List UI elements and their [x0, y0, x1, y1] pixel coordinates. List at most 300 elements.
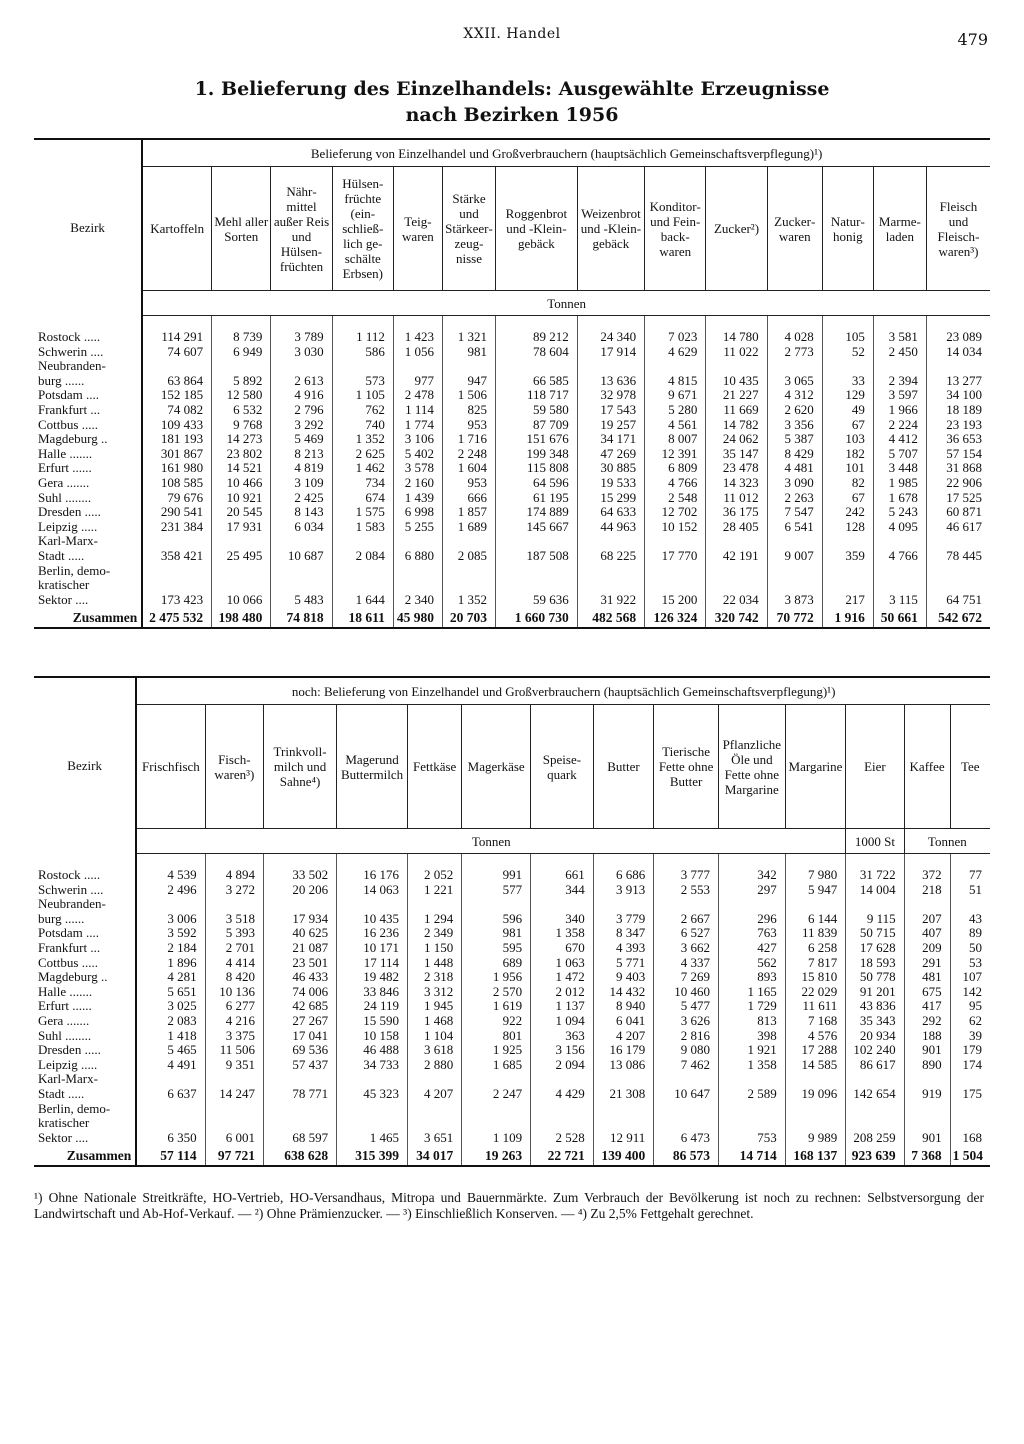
table-cell: 19 257 — [577, 418, 644, 433]
t1-column-header: Naturhonig — [822, 167, 873, 291]
table-cell: 1 945 — [408, 999, 462, 1014]
table-cell: 10 647 — [654, 1087, 719, 1102]
table-cell: 919 — [904, 1087, 950, 1102]
table-cell: 7 168 — [785, 1014, 846, 1029]
table-cell: 50 778 — [846, 970, 904, 985]
table-cell: 5 477 — [654, 999, 719, 1014]
table-cell: 1 685 — [462, 1058, 531, 1073]
table-cell — [337, 897, 408, 912]
table-cell — [645, 578, 706, 593]
table-cell: 3 626 — [654, 1014, 719, 1029]
table-cell: 1 352 — [332, 432, 393, 447]
table-cell — [593, 1102, 654, 1117]
table-cell: 1 112 — [332, 330, 393, 345]
row-label: Neubranden- — [34, 897, 136, 912]
table-cell: 145 667 — [496, 520, 578, 535]
table-cell: 15 810 — [785, 970, 846, 985]
table-cell: 5 483 — [271, 593, 332, 608]
table-cell: 35 147 — [706, 447, 767, 462]
table-cell — [142, 534, 211, 549]
table-cell: 290 541 — [142, 505, 211, 520]
table-cell: 3 006 — [136, 912, 205, 927]
table-cell: 14 432 — [593, 985, 654, 1000]
table-cell: 174 — [950, 1058, 990, 1073]
table-cell: 2 548 — [645, 491, 706, 506]
table-cell: 291 — [904, 956, 950, 971]
table-cell — [904, 1116, 950, 1131]
row-label: burg ...... — [34, 374, 142, 389]
table-cell: 9 403 — [593, 970, 654, 985]
table-cell: 3 272 — [205, 883, 263, 898]
table-cell: 4 028 — [767, 330, 822, 345]
footnote-text: ¹) Ohne Nationale Streitkräfte, HO-Vertrieb, HO-Versandhaus, Mitropa und Bauernmärkte. Zum Verbrauch der Bevölkerung ist noch zu rechnen: Selbstversorgung der Landwirtschaft und Ab-Hof-Verkauf. — ²) Ohne Prämienzucker. — ³) Einschließlich Konserven. — ⁴) Zu 2,5% Fettgehalt gerechnet. — [34, 1190, 984, 1221]
table-cell — [205, 1116, 263, 1131]
t2-column-header: Magerund Buttermilch — [337, 705, 408, 829]
footnotes — [34, 1190, 984, 1222]
table-row — [34, 418, 990, 433]
table-cell: 34 733 — [337, 1058, 408, 1073]
table-cell: 2 816 — [654, 1029, 719, 1044]
table-cell: 33 — [822, 374, 873, 389]
total-cell: 198 480 — [212, 607, 271, 628]
table-cell — [442, 534, 495, 549]
table-cell: 36 175 — [706, 505, 767, 520]
table-row — [34, 970, 990, 985]
table-cell: 4 207 — [408, 1087, 462, 1102]
table-cell: 4 819 — [271, 461, 332, 476]
table-cell: 2 012 — [531, 985, 594, 1000]
table-cell: 115 808 — [496, 461, 578, 476]
table-cell: 1 104 — [408, 1029, 462, 1044]
table-cell — [950, 897, 990, 912]
table-cell: 6 686 — [593, 868, 654, 883]
table-cell: 17 931 — [212, 520, 271, 535]
table-cell: 417 — [904, 999, 950, 1014]
total-cell: 86 573 — [654, 1145, 719, 1166]
table-cell: 6 532 — [212, 403, 271, 418]
table-cell — [442, 564, 495, 579]
table-cell: 10 066 — [212, 593, 271, 608]
t1-column-header: Teigwaren — [393, 167, 442, 291]
table-cell: 1 774 — [393, 418, 442, 433]
table-cell: 813 — [718, 1014, 785, 1029]
total-cell: 74 818 — [271, 607, 332, 628]
table-cell — [577, 564, 644, 579]
table-cell: 2 340 — [393, 593, 442, 608]
table-cell: 78 604 — [496, 345, 578, 360]
table-cell: 344 — [531, 883, 594, 898]
table-cell — [264, 1102, 337, 1117]
table-cell: 8 420 — [205, 970, 263, 985]
table-row — [34, 447, 990, 462]
table-2-unit-1000st: 1000 St — [846, 829, 904, 854]
table-cell: 296 — [718, 912, 785, 927]
t1-column-header: Fleisch und Fleischwaren³) — [926, 167, 990, 291]
table-row — [34, 868, 990, 883]
row-label: Rostock ..... — [34, 868, 136, 883]
table-cell: 3 025 — [136, 999, 205, 1014]
table-cell — [706, 534, 767, 549]
table-cell: 5 892 — [212, 374, 271, 389]
table-cell: 3 356 — [767, 418, 822, 433]
t2-column-header: Butter — [593, 705, 654, 829]
row-label: Potsdam .... — [34, 388, 142, 403]
table-cell: 890 — [904, 1058, 950, 1073]
table-cell — [212, 564, 271, 579]
table-cell — [593, 1116, 654, 1131]
table-cell — [332, 359, 393, 374]
table-cell — [332, 534, 393, 549]
table-cell — [767, 359, 822, 374]
table-cell: 46 433 — [264, 970, 337, 985]
table-cell: 64 596 — [496, 476, 578, 491]
table-cell: 23 478 — [706, 461, 767, 476]
table-cell — [264, 1116, 337, 1131]
table-cell: 8 940 — [593, 999, 654, 1014]
table-cell: 3 090 — [767, 476, 822, 491]
table-cell: 740 — [332, 418, 393, 433]
table-cell: 175 — [950, 1087, 990, 1102]
table-cell: 46 488 — [337, 1043, 408, 1058]
total-label: Zusammen — [34, 607, 142, 628]
table-cell — [142, 564, 211, 579]
table-row — [34, 461, 990, 476]
table-cell: 372 — [904, 868, 950, 883]
table-cell: 12 702 — [645, 505, 706, 520]
t2-column-header: Frischfisch — [136, 705, 205, 829]
table-row — [34, 476, 990, 491]
table-cell: 4 414 — [205, 956, 263, 971]
table-cell: 4 207 — [593, 1029, 654, 1044]
table-cell: 1 137 — [531, 999, 594, 1014]
table-cell: 14 782 — [706, 418, 767, 433]
table-cell: 947 — [442, 374, 495, 389]
table-row — [34, 345, 990, 360]
table-cell: 1 358 — [531, 926, 594, 941]
total-cell: 139 400 — [593, 1145, 654, 1166]
table-cell: 674 — [332, 491, 393, 506]
table-cell — [462, 1102, 531, 1117]
table-cell: 217 — [822, 593, 873, 608]
table-cell: 5 947 — [785, 883, 846, 898]
table-cell: 3 109 — [271, 476, 332, 491]
table-cell: 4 561 — [645, 418, 706, 433]
table-row — [34, 883, 990, 898]
table-cell: 12 911 — [593, 1131, 654, 1146]
table-cell: 31 922 — [577, 593, 644, 608]
t2-column-header: Eier — [846, 705, 904, 829]
total-cell: 19 263 — [462, 1145, 531, 1166]
table-cell: 1 506 — [442, 388, 495, 403]
table-cell — [136, 1102, 205, 1117]
table-row — [34, 505, 990, 520]
table-cell: 103 — [822, 432, 873, 447]
table-cell: 2 084 — [332, 549, 393, 564]
table-cell: 1 956 — [462, 970, 531, 985]
table-cell: 7 462 — [654, 1058, 719, 1073]
table-cell: 32 978 — [577, 388, 644, 403]
row-label: Stadt ..... — [34, 1087, 136, 1102]
table-cell — [767, 534, 822, 549]
table-cell: 359 — [822, 549, 873, 564]
table-cell: 1 678 — [873, 491, 926, 506]
total-cell: 126 324 — [645, 607, 706, 628]
table-cell: 52 — [822, 345, 873, 360]
table-cell: 51 — [950, 883, 990, 898]
table-cell: 2 425 — [271, 491, 332, 506]
table-cell: 2 620 — [767, 403, 822, 418]
table-cell: 3 913 — [593, 883, 654, 898]
table-cell: 23 193 — [926, 418, 990, 433]
table-cell — [950, 1116, 990, 1131]
table-1-unit: Tonnen — [142, 291, 990, 316]
table-cell — [531, 1102, 594, 1117]
table-cell — [212, 534, 271, 549]
table-cell: 5 255 — [393, 520, 442, 535]
t2-column-header: Tierische Fette ohne Butter — [654, 705, 719, 829]
table-cell: 8 007 — [645, 432, 706, 447]
table-cell: 14 004 — [846, 883, 904, 898]
table-cell: 174 889 — [496, 505, 578, 520]
table-cell — [332, 564, 393, 579]
table-cell — [645, 359, 706, 374]
table-cell: 24 119 — [337, 999, 408, 1014]
table-cell: 10 158 — [337, 1029, 408, 1044]
table-cell: 3 618 — [408, 1043, 462, 1058]
table-cell: 3 375 — [205, 1029, 263, 1044]
table-cell — [577, 578, 644, 593]
table-cell: 2 247 — [462, 1087, 531, 1102]
row-label: Karl-Marx- — [34, 534, 142, 549]
table-cell — [142, 578, 211, 593]
table-cell: 10 152 — [645, 520, 706, 535]
table-cell: 68 597 — [264, 1131, 337, 1146]
table-cell: 69 536 — [264, 1043, 337, 1058]
table-cell: 14 034 — [926, 345, 990, 360]
table-cell — [271, 578, 332, 593]
row-label: Dresden ..... — [34, 505, 142, 520]
table-cell: 562 — [718, 956, 785, 971]
table-cell — [496, 578, 578, 593]
table-cell: 89 212 — [496, 330, 578, 345]
row-label: Berlin, demo- — [34, 1102, 136, 1117]
title-line-2: nach Bezirken 1956 — [405, 104, 619, 126]
table-cell: 301 867 — [142, 447, 211, 462]
table-cell: 7 980 — [785, 868, 846, 883]
table-cell: 1 294 — [408, 912, 462, 927]
table-cell: 1 063 — [531, 956, 594, 971]
t2-column-header: Magerkäse — [462, 705, 531, 829]
table-cell: 3 065 — [767, 374, 822, 389]
total-row — [34, 1145, 990, 1166]
table-cell: 7 547 — [767, 505, 822, 520]
table-cell — [822, 359, 873, 374]
table-cell: 3 578 — [393, 461, 442, 476]
table-cell — [926, 578, 990, 593]
total-cell: 45 980 — [393, 607, 442, 628]
table-cell: 20 206 — [264, 883, 337, 898]
table-cell — [408, 897, 462, 912]
table-cell: 181 193 — [142, 432, 211, 447]
table-cell: 2 160 — [393, 476, 442, 491]
t2-column-header: Tee — [950, 705, 990, 829]
table-cell: 107 — [950, 970, 990, 985]
row-label: Magdeburg .. — [34, 432, 142, 447]
table-2-bezirk-header: Bezirk — [34, 677, 136, 854]
table-row — [34, 388, 990, 403]
page-title — [0, 76, 1024, 128]
table-cell: 43 — [950, 912, 990, 927]
table-cell: 4 393 — [593, 941, 654, 956]
table-cell: 11 022 — [706, 345, 767, 360]
table-cell — [337, 1116, 408, 1131]
total-cell: 320 742 — [706, 607, 767, 628]
table-cell: 1 925 — [462, 1043, 531, 1058]
table-cell: 596 — [462, 912, 531, 927]
total-label: Zusammen — [34, 1145, 136, 1166]
table-cell: 4 281 — [136, 970, 205, 985]
table-cell: 8 347 — [593, 926, 654, 941]
table-cell: 3 448 — [873, 461, 926, 476]
table-cell: 17 914 — [577, 345, 644, 360]
table-cell — [462, 1072, 531, 1087]
table-cell: 1 418 — [136, 1029, 205, 1044]
table-cell: 3 873 — [767, 593, 822, 608]
table-cell: 45 323 — [337, 1087, 408, 1102]
table-cell: 13 636 — [577, 374, 644, 389]
table-cell: 1 575 — [332, 505, 393, 520]
table-cell: 675 — [904, 985, 950, 1000]
table-cell — [654, 1102, 719, 1117]
table-cell: 2 318 — [408, 970, 462, 985]
row-label: Suhl ........ — [34, 1029, 136, 1044]
table-cell: 242 — [822, 505, 873, 520]
table-cell: 24 340 — [577, 330, 644, 345]
table-row — [34, 403, 990, 418]
table-cell: 6 001 — [205, 1131, 263, 1146]
table-cell: 3 779 — [593, 912, 654, 927]
table-cell: 342 — [718, 868, 785, 883]
table-cell: 57 154 — [926, 447, 990, 462]
table-cell: 6 998 — [393, 505, 442, 520]
table-cell: 1 604 — [442, 461, 495, 476]
table-cell: 2 625 — [332, 447, 393, 462]
table-cell — [393, 578, 442, 593]
table-row — [34, 330, 990, 345]
table-cell: 10 687 — [271, 549, 332, 564]
table-1-span-header: Belieferung von Einzelhandel und Großverbrauchern (hauptsächlich Gemeinschaftsverpflegung)¹) — [142, 139, 990, 167]
table-cell: 3 312 — [408, 985, 462, 1000]
table-cell — [706, 564, 767, 579]
table-cell: 2 570 — [462, 985, 531, 1000]
table-cell: 6 258 — [785, 941, 846, 956]
table-cell: 3 581 — [873, 330, 926, 345]
table-row — [34, 534, 990, 549]
table-cell: 17 525 — [926, 491, 990, 506]
table-cell: 1 114 — [393, 403, 442, 418]
table-cell: 142 654 — [846, 1087, 904, 1102]
table-cell: 6 034 — [271, 520, 332, 535]
table-cell — [846, 897, 904, 912]
table-cell — [264, 897, 337, 912]
table-cell: 407 — [904, 926, 950, 941]
table-cell: 231 384 — [142, 520, 211, 535]
table-cell: 61 195 — [496, 491, 578, 506]
table-cell: 2 796 — [271, 403, 332, 418]
table-cell: 3 651 — [408, 1131, 462, 1146]
table-cell: 208 259 — [846, 1131, 904, 1146]
table-cell: 4 576 — [785, 1029, 846, 1044]
table-cell: 3 292 — [271, 418, 332, 433]
table-cell: 3 518 — [205, 912, 263, 927]
table-cell: 2 478 — [393, 388, 442, 403]
table-cell: 11 669 — [706, 403, 767, 418]
table-cell: 4 481 — [767, 461, 822, 476]
table-cell: 3 597 — [873, 388, 926, 403]
table-cell — [408, 1072, 462, 1087]
table-cell: 40 625 — [264, 926, 337, 941]
table-cell — [904, 897, 950, 912]
table-cell — [950, 1102, 990, 1117]
table-cell: 689 — [462, 956, 531, 971]
table-cell: 991 — [462, 868, 531, 883]
spacer-row — [34, 316, 990, 331]
table-cell: 427 — [718, 941, 785, 956]
table-cell: 762 — [332, 403, 393, 418]
table-cell: 67 — [822, 418, 873, 433]
table-cell: 2 589 — [718, 1087, 785, 1102]
table-cell — [136, 1072, 205, 1087]
row-label: Neubranden- — [34, 359, 142, 374]
table-cell: 586 — [332, 345, 393, 360]
table-cell — [846, 1072, 904, 1087]
table-cell: 44 963 — [577, 520, 644, 535]
table-cell: 33 502 — [264, 868, 337, 883]
table-cell: 9 007 — [767, 549, 822, 564]
table-cell: 1 109 — [462, 1131, 531, 1146]
table-cell: 3 789 — [271, 330, 332, 345]
row-label: Cottbus ..... — [34, 956, 136, 971]
table-2-unit-tonnen-right: Tonnen — [904, 829, 990, 854]
table-cell: 11 506 — [205, 1043, 263, 1058]
table-cell: 2 248 — [442, 447, 495, 462]
row-label: Rostock ..... — [34, 330, 142, 345]
table-cell: 1 105 — [332, 388, 393, 403]
table-cell — [846, 1102, 904, 1117]
table-cell: 18 593 — [846, 956, 904, 971]
table-cell: 86 617 — [846, 1058, 904, 1073]
table-cell — [706, 359, 767, 374]
table-cell: 2 085 — [442, 549, 495, 564]
row-label: Suhl ........ — [34, 491, 142, 506]
table-row — [34, 1029, 990, 1044]
table-cell: 1 462 — [332, 461, 393, 476]
t1-column-header: Nährmittel außer Reis und Hülsenfrüchten — [271, 167, 332, 291]
table-cell: 1 448 — [408, 956, 462, 971]
table-cell: 801 — [462, 1029, 531, 1044]
table-cell: 2 701 — [205, 941, 263, 956]
table-1 — [34, 138, 990, 629]
table-cell: 1 468 — [408, 1014, 462, 1029]
row-label: kratischer — [34, 578, 142, 593]
table-cell: 4 312 — [767, 388, 822, 403]
table-cell: 64 751 — [926, 593, 990, 608]
table-cell: 5 402 — [393, 447, 442, 462]
row-label: Potsdam .... — [34, 926, 136, 941]
row-label: Schwerin .... — [34, 883, 136, 898]
total-cell: 70 772 — [767, 607, 822, 628]
total-cell: 923 639 — [846, 1145, 904, 1166]
